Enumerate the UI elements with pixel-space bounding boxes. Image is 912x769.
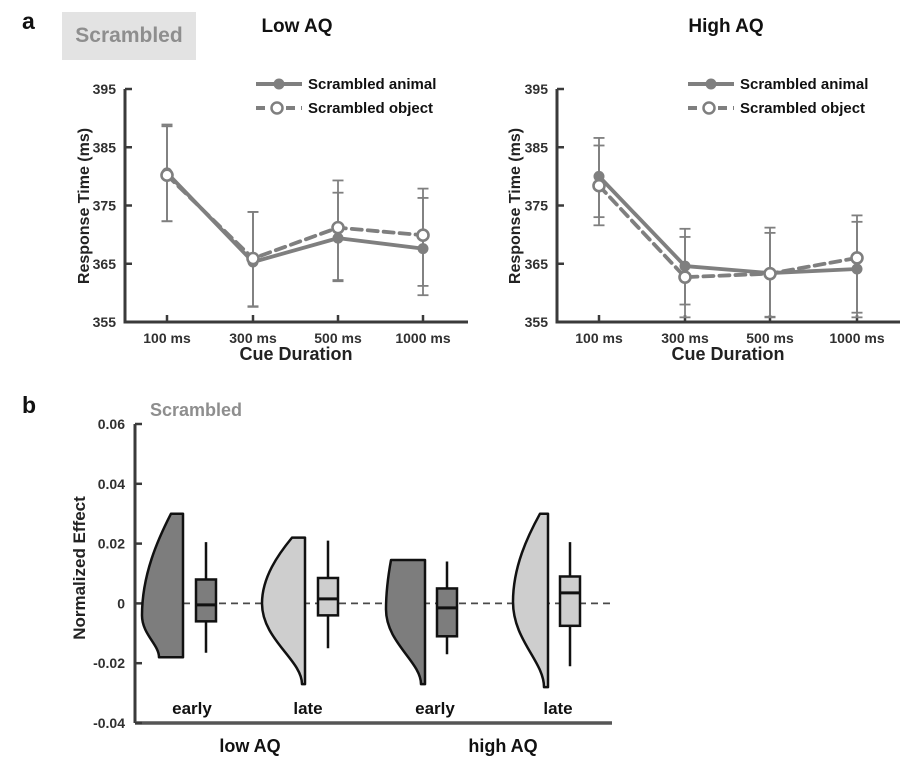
- condition-label: early: [172, 699, 212, 718]
- condition-label: late: [543, 699, 573, 718]
- y-tick-label: 375: [524, 197, 548, 214]
- y-tick-label: 365: [92, 255, 116, 272]
- marker-open-circle: [852, 252, 863, 263]
- y-tick-label: 395: [524, 81, 548, 97]
- legend-label-scrambled-object: Scrambled object: [308, 99, 434, 117]
- x-tick-label: 100 ms: [575, 330, 623, 346]
- y-tick-label: 355: [92, 314, 116, 330]
- panel-b-title: Scrambled: [150, 400, 243, 420]
- marker-open-circle: [765, 268, 776, 279]
- y-tick-label: 385: [92, 139, 116, 156]
- legend-item-scrambled-animal: [687, 73, 868, 95]
- marker-open-circle: [594, 180, 605, 191]
- marker-open-circle: [248, 253, 259, 264]
- marker-open-circle: [680, 272, 691, 283]
- y-tick-label: -0.02: [93, 655, 125, 672]
- legend-sample-dashed-open: [255, 100, 303, 116]
- group-label: low AQ: [219, 736, 281, 756]
- chart-title-high-aq: High AQ: [688, 16, 764, 37]
- condition-label: late: [293, 699, 323, 718]
- marker-filled-circle: [852, 263, 863, 274]
- legend-sample-solid-filled: [255, 76, 303, 92]
- box: [196, 579, 216, 621]
- y-tick-label: 355: [524, 314, 548, 330]
- half-violin-dark: [142, 514, 183, 658]
- legend-open-circle-icon: [704, 103, 715, 114]
- legend-high-aq: [687, 73, 868, 119]
- legend-low-aq: [255, 73, 436, 119]
- box: [437, 588, 457, 636]
- scrambled-badge: Scrambled: [62, 12, 196, 60]
- chart-title-low-aq: Low AQ: [261, 16, 333, 37]
- series-line-solid: [167, 173, 423, 262]
- x-axis-title-high-aq: Cue Duration: [671, 344, 785, 364]
- box: [560, 576, 580, 625]
- panel-a-label: a: [22, 8, 35, 34]
- box: [318, 578, 338, 615]
- legend-label-scrambled-object: Scrambled object: [740, 99, 866, 117]
- legend-filled-circle-icon: [274, 79, 285, 90]
- x-tick-label: 100 ms: [143, 330, 191, 346]
- y-tick-label: 385: [524, 139, 548, 156]
- group-label: high AQ: [468, 736, 538, 756]
- half-violin-light: [262, 538, 305, 685]
- legend-open-circle-icon: [272, 103, 283, 114]
- legend-filled-circle-icon: [706, 79, 717, 90]
- marker-open-circle: [162, 170, 173, 181]
- x-axis-title-low-aq: Cue Duration: [239, 344, 353, 364]
- x-tick-label: 300 ms: [229, 330, 277, 346]
- y-tick-label: 395: [92, 81, 116, 97]
- legend-label-scrambled-animal: Scrambled animal: [308, 75, 437, 93]
- y-tick-label: 375: [92, 197, 116, 214]
- y-tick-label: 0: [117, 595, 125, 612]
- marker-open-circle: [333, 222, 344, 233]
- condition-label: early: [415, 699, 455, 718]
- marker-open-circle: [418, 230, 429, 241]
- x-tick-label: 500 ms: [314, 330, 362, 346]
- y-axis-title-high-aq: Response Time (ms): [507, 127, 524, 285]
- x-tick-label: 300 ms: [661, 330, 709, 346]
- axes: [557, 89, 900, 322]
- y-tick-label: 365: [524, 255, 548, 272]
- half-violin-dark: [386, 560, 425, 684]
- y-axis-title-normalized-effect: Normalized Effect: [70, 496, 89, 640]
- x-tick-label: 1000 ms: [829, 330, 885, 346]
- legend-sample-solid-filled: [687, 76, 735, 92]
- series-line-dashed: [599, 186, 857, 277]
- axes: [125, 89, 468, 322]
- y-axis-title-low-aq: Response Time (ms): [76, 127, 93, 285]
- y-tick-label: 0.04: [97, 475, 125, 492]
- half-violin-light: [513, 514, 548, 687]
- legend-sample-dashed-open: [687, 100, 735, 116]
- x-tick-label: 1000 ms: [395, 330, 451, 346]
- legend-item-scrambled-object: [255, 97, 436, 119]
- legend-item-scrambled-object: [687, 97, 868, 119]
- x-tick-label: 500 ms: [746, 330, 794, 346]
- y-tick-label: 0.06: [97, 416, 125, 432]
- legend-item-scrambled-animal: [255, 73, 436, 95]
- y-tick-label: -0.04: [93, 715, 125, 731]
- marker-filled-circle: [680, 261, 691, 272]
- legend-label-scrambled-animal: Scrambled animal: [740, 75, 869, 93]
- series-line-dashed: [167, 175, 423, 258]
- marker-filled-circle: [418, 243, 429, 254]
- panel-b-label: b: [22, 392, 37, 418]
- y-tick-label: 0.02: [97, 535, 125, 552]
